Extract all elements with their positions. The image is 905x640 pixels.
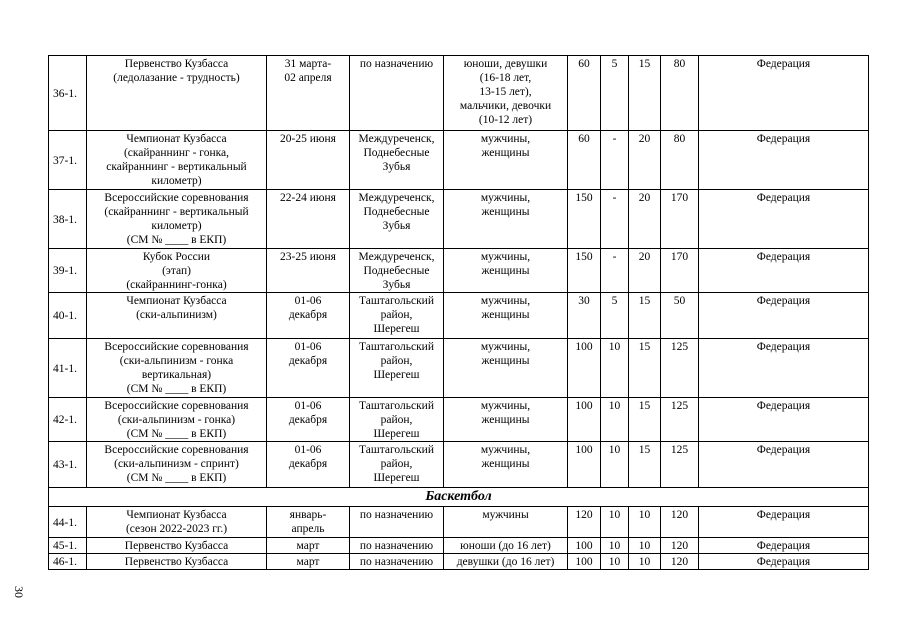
table-row [49, 249, 869, 293]
table-row [49, 293, 869, 339]
athletes-count: 150 [568, 249, 601, 293]
event-name: Кубок России (этап) (скайраннинг-гонка) [87, 249, 267, 293]
event-place: по назначению [350, 56, 444, 131]
event-dates: март [267, 554, 350, 570]
row-number: 43-1. [49, 442, 87, 488]
coaches-count: 10 [601, 507, 629, 538]
judges-count: 10 [629, 507, 661, 538]
event-participants: мужчины, женщины [444, 190, 568, 249]
judges-count: 10 [629, 538, 661, 554]
row-number: 40-1. [49, 293, 87, 339]
event-name: Первенство Кузбасса [87, 538, 267, 554]
table-row [49, 398, 869, 442]
table-row [49, 507, 869, 538]
row-number: 46-1. [49, 554, 87, 570]
event-name: Первенство Кузбасса (ледолазание - трудность) [87, 56, 267, 131]
event-dates: январь- апрель [267, 507, 350, 538]
athletes-count: 60 [568, 56, 601, 131]
athletes-count: 100 [568, 442, 601, 488]
total-count: 120 [661, 554, 699, 570]
table-row [49, 339, 869, 398]
judges-count: 15 [629, 398, 661, 442]
event-name: Чемпионат Кузбасса (сезон 2022-2023 гг.) [87, 507, 267, 538]
organizer: Федерация [699, 339, 869, 398]
athletes-count: 150 [568, 190, 601, 249]
coaches-count: 10 [601, 538, 629, 554]
event-dates: 01-06 декабря [267, 398, 350, 442]
judges-count: 20 [629, 190, 661, 249]
total-count: 170 [661, 249, 699, 293]
row-number: 41-1. [49, 339, 87, 398]
athletes-count: 100 [568, 538, 601, 554]
event-place: Таштагольский район, Шерегеш [350, 442, 444, 488]
event-place: Междуреченск, Поднебесные Зубья [350, 131, 444, 190]
event-place: по назначению [350, 507, 444, 538]
coaches-count: 10 [601, 398, 629, 442]
total-count: 50 [661, 293, 699, 339]
coaches-count: 10 [601, 442, 629, 488]
organizer: Федерация [699, 249, 869, 293]
event-dates: 20-25 июня [267, 131, 350, 190]
section-title: Баскетбол [49, 488, 869, 507]
events-table [48, 55, 869, 570]
event-dates: 01-06 декабря [267, 293, 350, 339]
row-number: 45-1. [49, 538, 87, 554]
organizer: Федерация [699, 131, 869, 190]
coaches-count: - [601, 249, 629, 293]
athletes-count: 100 [568, 554, 601, 570]
event-place: Таштагольский район, Шерегеш [350, 293, 444, 339]
section-row [49, 488, 869, 507]
event-name: Чемпионат Кузбасса (скайраннинг - гонка, скайраннинг - вертикальный километр) [87, 131, 267, 190]
judges-count: 15 [629, 56, 661, 131]
coaches-count: - [601, 190, 629, 249]
event-name: Всероссийские соревнования (ски-альпинизм - гонка вертикальная) (СМ № ____ в ЕКП) [87, 339, 267, 398]
total-count: 80 [661, 56, 699, 131]
athletes-count: 30 [568, 293, 601, 339]
event-participants: мужчины, женщины [444, 398, 568, 442]
row-number: 39-1. [49, 249, 87, 293]
row-number: 42-1. [49, 398, 87, 442]
organizer: Федерация [699, 293, 869, 339]
coaches-count: 10 [601, 339, 629, 398]
organizer: Федерация [699, 190, 869, 249]
event-name: Всероссийские соревнования (ски-альпинизм - спринт) (СМ № ____ в ЕКП) [87, 442, 267, 488]
event-place: Междуреченск, Поднебесные Зубья [350, 249, 444, 293]
organizer: Федерация [699, 554, 869, 570]
event-name: Всероссийские соревнования (скайраннинг - вертикальный километр) (СМ № ____ в ЕКП) [87, 190, 267, 249]
table-row [49, 131, 869, 190]
organizer: Федерация [699, 507, 869, 538]
total-count: 120 [661, 538, 699, 554]
event-participants: мужчины, женщины [444, 339, 568, 398]
athletes-count: 60 [568, 131, 601, 190]
organizer: Федерация [699, 56, 869, 131]
event-participants: юноши, девушки (16-18 лет, 13-15 лет), мальчики, девочки (10-12 лет) [444, 56, 568, 131]
total-count: 120 [661, 507, 699, 538]
judges-count: 10 [629, 554, 661, 570]
event-dates: 23-25 июня [267, 249, 350, 293]
table-row [49, 554, 869, 570]
row-number: 36-1. [49, 56, 87, 131]
table-row [49, 538, 869, 554]
event-participants: юноши (до 16 лет) [444, 538, 568, 554]
organizer: Федерация [699, 442, 869, 488]
event-dates: 31 марта- 02 апреля [267, 56, 350, 131]
judges-count: 15 [629, 442, 661, 488]
event-name: Чемпионат Кузбасса (ски-альпинизм) [87, 293, 267, 339]
event-dates: 22-24 июня [267, 190, 350, 249]
page-number: 30 [12, 586, 26, 598]
judges-count: 15 [629, 293, 661, 339]
event-name: Первенство Кузбасса [87, 554, 267, 570]
coaches-count: - [601, 131, 629, 190]
event-participants: мужчины, женщины [444, 293, 568, 339]
coaches-count: 5 [601, 293, 629, 339]
event-place: по назначению [350, 554, 444, 570]
row-number: 37-1. [49, 131, 87, 190]
judges-count: 15 [629, 339, 661, 398]
event-place: Таштагольский район, Шерегеш [350, 398, 444, 442]
event-place: Междуреченск, Поднебесные Зубья [350, 190, 444, 249]
athletes-count: 120 [568, 507, 601, 538]
total-count: 125 [661, 398, 699, 442]
event-participants: мужчины [444, 507, 568, 538]
event-dates: 01-06 декабря [267, 442, 350, 488]
event-place: Таштагольский район, Шерегеш [350, 339, 444, 398]
judges-count: 20 [629, 249, 661, 293]
organizer: Федерация [699, 538, 869, 554]
event-place: по назначению [350, 538, 444, 554]
table-row [49, 190, 869, 249]
event-participants: мужчины, женщины [444, 442, 568, 488]
event-dates: март [267, 538, 350, 554]
athletes-count: 100 [568, 339, 601, 398]
event-dates: 01-06 декабря [267, 339, 350, 398]
total-count: 170 [661, 190, 699, 249]
row-number: 44-1. [49, 507, 87, 538]
coaches-count: 5 [601, 56, 629, 131]
coaches-count: 10 [601, 554, 629, 570]
event-name: Всероссийские соревнования (ски-альпинизм - гонка) (СМ № ____ в ЕКП) [87, 398, 267, 442]
table-row [49, 442, 869, 488]
event-participants: мужчины, женщины [444, 131, 568, 190]
total-count: 125 [661, 442, 699, 488]
event-participants: девушки (до 16 лет) [444, 554, 568, 570]
table-row [49, 56, 869, 131]
athletes-count: 100 [568, 398, 601, 442]
row-number: 38-1. [49, 190, 87, 249]
event-participants: мужчины, женщины [444, 249, 568, 293]
total-count: 125 [661, 339, 699, 398]
organizer: Федерация [699, 398, 869, 442]
judges-count: 20 [629, 131, 661, 190]
total-count: 80 [661, 131, 699, 190]
